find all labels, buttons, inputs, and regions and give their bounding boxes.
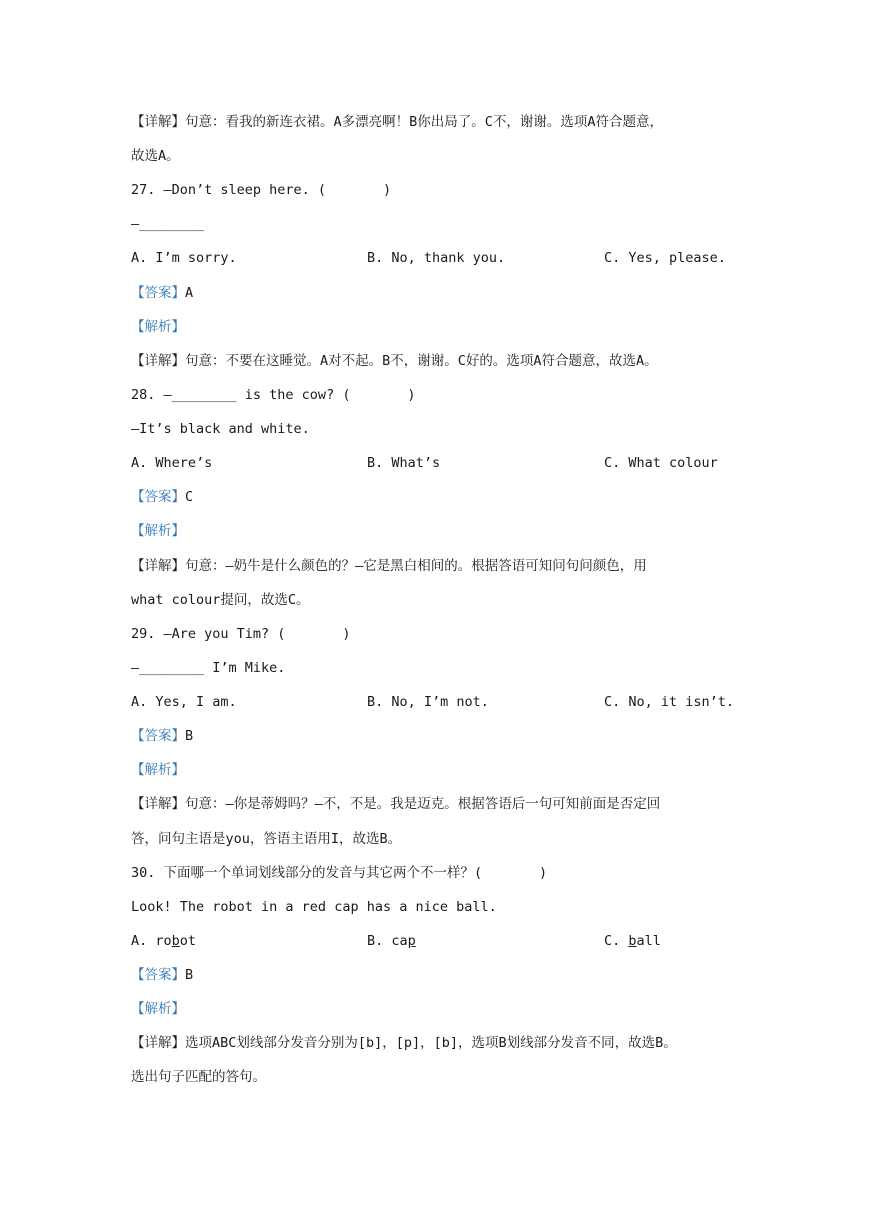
q29-stem: 29. —Are you Tim? ( ) [131,626,351,642]
q26-detail-line-1 [131,112,663,132]
q27-detail [131,351,658,371]
q27-option-a: A. I’m sorry. [131,250,237,266]
q28-detail-line-1 [131,556,647,576]
detail-tag: 【详解】 [131,1035,185,1051]
answer-value: B [185,967,194,983]
option-prefix: A. ro [131,933,172,949]
detail-text: 句意：—你是蒂姆吗？—不，不是。我是迈克。根据答语后一句可知前面是否定回 [185,796,661,812]
q29-option-b: B. No, I’m not. [367,694,489,710]
q30-analysis-tag: 【解析】 [131,1001,185,1017]
q28-stem: 28. —________ is the cow? ( ) [131,387,416,403]
q28-analysis-tag: 【解析】 [131,523,185,539]
answer-value: A [185,285,194,301]
answer-value: C [185,489,194,505]
answer-tag: 【答案】 [131,728,185,744]
option-suffix: ot [179,933,197,949]
q30-answer [131,965,193,985]
q30-stem: 30. 下面哪一个单词划线部分的发音与其它两个不一样？( ) [131,865,548,881]
q29-option-a: A. Yes, I am. [131,694,237,710]
detail-tag: 【详解】 [131,558,185,574]
q28-option-a: A. Where’s [131,455,213,471]
q29-detail-line-2: 答，问句主语是you，答语主语用I，故选B。 [131,831,402,847]
detail-text: 选项ABC划线部分发音分别为[b]，[p]，[b]，选项B划线部分发音不同，故选B。 [185,1035,677,1051]
option-prefix: B. ca [367,933,408,949]
q27-reply: —________ [131,216,205,232]
q27-stem: 27. —Don’t sleep here. ( ) [131,182,392,198]
q28-reply: —It’s black and white. [131,421,310,437]
q30-sentence: Look! The robot in a red cap has a nice ball. [131,899,497,915]
underlined-letter: b [628,933,637,949]
q28-detail-line-2: what colour提问，故选C。 [131,592,310,608]
answer-tag: 【答案】 [131,967,185,983]
q29-option-c: C. No, it isn’t. [604,694,735,710]
q28-answer [131,487,193,507]
q28-option-b: B. What’s [367,455,441,471]
q27-option-b: B. No, thank you. [367,250,506,266]
q26-detail-line-2: 故选A。 [131,148,180,164]
q30-option-a [131,931,196,951]
detail-tag: 【详解】 [131,114,185,130]
q30-option-c [604,931,661,951]
detail-tag: 【详解】 [131,796,185,812]
detail-text: 句意：看我的新连衣裙。A多漂亮啊！B你出局了。C不，谢谢。选项A符合题意， [185,114,664,130]
answer-tag: 【答案】 [131,489,185,505]
q27-analysis-tag: 【解析】 [131,319,185,335]
detail-tag: 【详解】 [131,353,185,369]
option-suffix: all [636,933,661,949]
q30-detail-line-1 [131,1033,677,1053]
answer-tag: 【答案】 [131,285,185,301]
option-prefix: C. [604,933,629,949]
q30-detail-line-2: 选出句子匹配的答句。 [131,1069,266,1085]
q29-reply: —________ I’m Mike. [131,660,286,676]
q29-detail-line-1 [131,794,660,814]
underlined-letter: b [171,933,180,949]
underlined-letter: p [407,933,416,949]
q27-answer [131,283,193,303]
q30-option-b [367,931,416,951]
answer-value: B [185,728,194,744]
detail-text: 句意：不要在这睡觉。A对不起。B不，谢谢。C好的。选项A符合题意，故选A。 [185,353,658,369]
detail-text: 句意：—奶牛是什么颜色的？—它是黑白相间的。根据答语可知问句问颜色，用 [185,558,647,574]
q29-answer [131,726,193,746]
q28-option-c: C. What colour [604,455,718,471]
q27-option-c: C. Yes, please. [604,250,726,266]
q29-analysis-tag: 【解析】 [131,762,185,778]
